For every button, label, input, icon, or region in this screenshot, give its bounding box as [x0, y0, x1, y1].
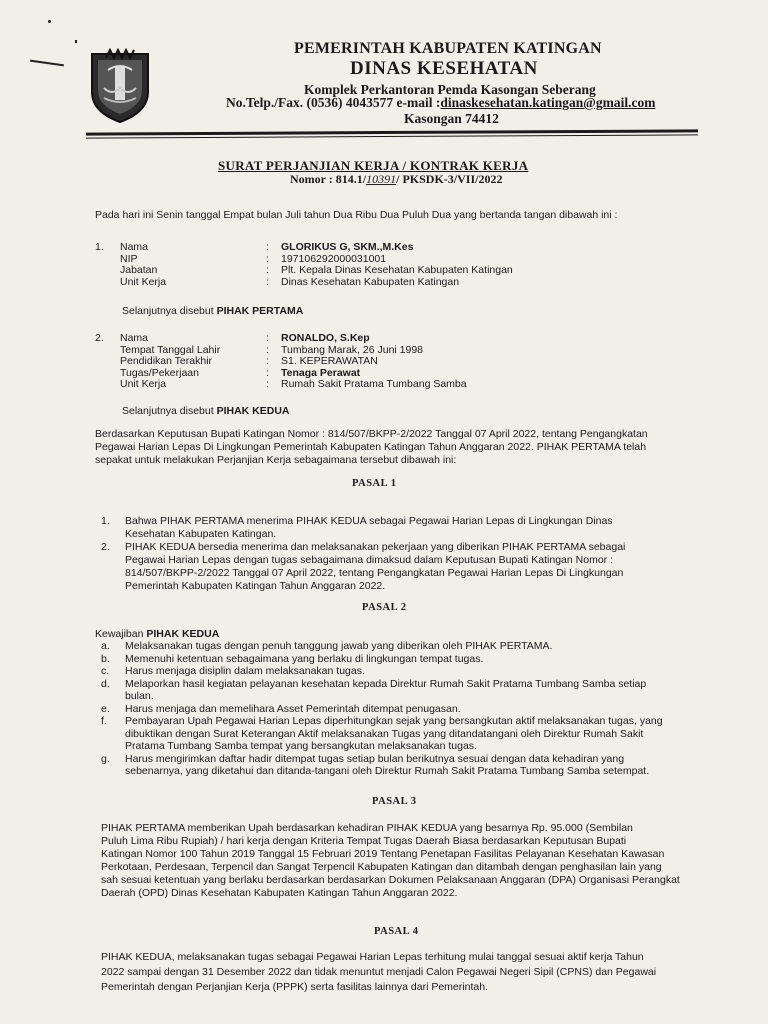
- pasal1-item-number: 1.: [101, 515, 110, 527]
- pasal4-line: 2022 sampai dengan 31 Desember 2022 dan tidak menuntut menjadi Calon Pegawai Negeri Sipil (CPNS) dan Pegawai: [101, 966, 657, 978]
- pasal2-item-number: b.: [101, 652, 110, 665]
- pasal1-item-line: Pegawai Harian Lepas dengan tugas sebagaimana dimaksud dalam Keputusan Bupati Katingan Nomor :: [125, 554, 613, 566]
- document-number: [290, 172, 502, 187]
- intro-line: Berdasarkan Keputusan Bupati Katingan Nomor : 814/507/BKPP-2/2022 Tanggal 07 April 2022, tentang Pengangkatan: [95, 428, 648, 440]
- designation-prefix: Selanjutnya disebut: [122, 305, 217, 317]
- pasal3-line: sah sesuai ketentuan yang berlaku berdasarkan berdasarkan Dokumen Pelaksanaan Anggaran (DPA) Organisasi Perangkat: [101, 874, 680, 886]
- pasal2-heading: PASAL 2: [362, 602, 407, 613]
- field-colon: :: [266, 378, 269, 390]
- pasal4-line: Pemerintah dengan Perjanjian Kerja (PPPK) serta fasilitas lainnya dari Pemerintah.: [101, 981, 488, 993]
- field-colon: :: [266, 343, 269, 356]
- pasal1-item-line: Bahwa PIHAK PERTAMA menerima PIHAK KEDUA sebagai Pegawai Harian Lepas di Lingkungan Dinas: [125, 515, 613, 527]
- ink-dot: [48, 20, 51, 23]
- pasal2-item-line: Harus mengirimkan daftar hadir ditempat tugas setiap bulan berikutnya sesuai dengan data kehadiran yang: [125, 752, 625, 765]
- party1-field-value: Plt. Kepala Dinas Kesehatan Kabupaten Katingan: [281, 264, 513, 276]
- intro-paragraph: [95, 428, 715, 467]
- party2-field-label: Pendidikan Terakhir: [120, 355, 213, 367]
- pasal2-intro: [95, 628, 219, 640]
- number-prefix: Nomor : 814.1/: [290, 172, 367, 186]
- opening-statement: Pada hari ini Senin tanggal Empat bulan Juli tahun Dua Ribu Dua Puluh Dua yang bertanda tangan dibawah ini :: [95, 209, 618, 221]
- party2-field-value: Tumbang Marak, 26 Juni 1998: [281, 343, 424, 356]
- designation-prefix: Selanjutnya disebut: [122, 405, 217, 417]
- party2-number: 2.: [95, 332, 104, 344]
- party1-field-value: Dinas Kesehatan Kabupaten Katingan: [281, 275, 460, 288]
- party1-field-label: Nama: [120, 241, 149, 253]
- party1-field-label: NIP: [120, 252, 138, 265]
- field-colon: :: [266, 355, 269, 367]
- pasal1-item-line: PIHAK KEDUA bersedia menerima dan melaksanakan pekerjaan yang diberikan PIHAK PERTAMA sebagai: [125, 541, 626, 553]
- pasal2-item-number: e.: [101, 702, 110, 715]
- pasal2-intro-prefix: Kewajiban: [95, 628, 147, 640]
- party1-field-label: Jabatan: [120, 264, 158, 276]
- party2-field-label: Unit Kerja: [120, 378, 167, 390]
- pasal3-line: Daerah (OPD) Dinas Kesehatan Kabupaten Katingan Tahun Anggaran 2022.: [101, 887, 458, 899]
- pasal2-item-number: c.: [101, 665, 110, 677]
- letterhead-address: Komplek Perkantoran Pemda Kasongan Seberang: [304, 82, 596, 97]
- field-colon: :: [266, 241, 269, 253]
- pasal2-item-line: bulan.: [125, 690, 154, 702]
- field-colon: :: [266, 366, 269, 379]
- pasal3-paragraph: [101, 822, 721, 900]
- pasal3-line: PIHAK PERTAMA memberikan Upah berdasarkan kehadiran PIHAK KEDUA yang besarnya Rp. 95.000 (Sembilan: [101, 822, 633, 834]
- pasal2-item-number: d.: [101, 677, 110, 690]
- document-title: SURAT PERJANJIAN KERJA / KONTRAK KERJA: [218, 158, 529, 173]
- pasal2-item-line: Harus menjaga disiplin dalam melaksanakan tugas.: [125, 665, 365, 677]
- ink-dot: [75, 40, 77, 43]
- intro-line: Pegawai Harian Lepas Di Lingkungan Pemerintah Kabupaten Katingan Tahun Anggaran 2022. PIHAK PERTAMA telah: [95, 441, 647, 453]
- pasal1-item-line: 814/507/BKPP-2/2022 Tanggal 07 April 2022, tentang Pengangkatan Pegawai Harian Lepas Di Lingkungan: [125, 567, 624, 579]
- pasal2-item-line: Pembayaran Upah Pegawai Harian Lepas diperhitungkan sejak yang bersangkutan aktif melaksanakan tugas, yang: [125, 715, 663, 727]
- pasal2-item-line: Melaksanakan tugas dengan penuh tanggung jawab yang diberikan oleh PIHAK PERTAMA.: [125, 640, 553, 652]
- designation-pihak-pertama: PIHAK PERTAMA: [216, 305, 304, 317]
- pasal2-item-line: Harus menjaga dan memelihara Asset Pemerintah ditempat penugasan.: [125, 702, 461, 715]
- letterhead-government: PEMERINTAH KABUPATEN KATINGAN: [294, 40, 602, 57]
- pasal2-intro-party: PIHAK KEDUA: [146, 628, 220, 640]
- field-colon: :: [266, 275, 269, 288]
- field-colon: :: [266, 252, 269, 265]
- pasal2-item-line: sebenarnya, yang diketahui dan ditanda-tangani oleh Direktur Rumah Sakit Pratama Tumbang Samba setempat.: [125, 765, 650, 777]
- contact-phone: No.Telp./Fax. (0536) 4043577 e-mail :: [226, 95, 441, 110]
- pasal2-item-line: Pratama Tumbang Samba tempat yang bersangkutan melaksanakan tugas.: [125, 740, 477, 752]
- party2-designation: [122, 405, 290, 417]
- pasal2-item-number: g.: [101, 752, 110, 765]
- designation-pihak-kedua: PIHAK KEDUA: [216, 405, 290, 417]
- pasal1-item-line: Pemerintah Kabupaten Katingan Tahun Anggaran 2022.: [125, 580, 386, 592]
- pasal1-item-number: 2.: [101, 541, 110, 553]
- field-colon: :: [266, 332, 269, 344]
- pasal3-line: Perkotaan, Perdesaan, Terpencil dan Sangat Terpencil Kabupaten Katingan dan ditambah dengan penghasilan lain yang: [101, 861, 662, 873]
- letterhead-city: Kasongan 74412: [404, 111, 499, 126]
- contact-email-link[interactable]: dinaskesehatan.katingan@gmail.com: [440, 95, 656, 110]
- pasal2-item-line: Memenuhi ketentuan sebagaimana yang berlaku di lingkungan tempat tugas.: [125, 652, 484, 665]
- party1-field-value: GLORIKUS G, SKM.,M.Kes: [281, 241, 414, 253]
- party2-field-label: Nama: [120, 332, 149, 344]
- pasal2-item-number: f.: [101, 715, 107, 727]
- party2-field-value: Rumah Sakit Pratama Tumbang Samba: [281, 378, 467, 390]
- party2-field-label: Tempat Tanggal Lahir: [120, 343, 221, 356]
- regency-emblem-icon: [88, 48, 152, 124]
- party2-field-value: Tenaga Perawat: [281, 366, 361, 379]
- party1-number: 1.: [95, 241, 104, 253]
- field-colon: :: [266, 264, 269, 276]
- party2-field-label: Tugas/Pekerjaan: [120, 366, 199, 379]
- pasal1-item-line: Kesehatan Kabupaten Katingan.: [125, 528, 277, 540]
- pasal3-heading: PASAL 3: [372, 796, 417, 807]
- pasal3-line: Katingan Nomor 100 Tahun 2019 Tanggal 15 Februari 2019 Tentang Penetapan Fasilitas Pelayanan Kesehatan Kawasan: [101, 848, 665, 860]
- pasal2-item-line: Melaporkan hasil kegiatan pelayanan kesehatan kepada Direktur Rumah Sakit Pratama Tumbang Samba setiap: [125, 677, 647, 690]
- ink-mark: [30, 60, 64, 67]
- intro-line: sepakat untuk melakukan Perjanjian Kerja sebagaimana tersebut dibawah ini:: [95, 454, 457, 466]
- pasal2-item-line: dibuktikan dengan Surat Keterangan Aktif melaksanakan Tugas yang ditandatangani oleh Direktur Rumah Sakit: [125, 727, 644, 740]
- pasal2-item-number: a.: [101, 640, 110, 652]
- pasal4-paragraph: [101, 950, 721, 995]
- pasal1-heading: PASAL 1: [352, 478, 397, 489]
- letterhead-agency: DINAS KESEHATAN: [350, 58, 538, 79]
- letterhead-contact: [226, 95, 655, 111]
- number-suffix: / PKSDK-3/VII/2022: [396, 172, 503, 186]
- party1-field-value: 197106292000031001: [281, 252, 387, 265]
- number-handwritten: 10391: [366, 172, 397, 186]
- pasal4-line: PIHAK KEDUA, melaksanakan tugas sebagai Pegawai Harian Lepas terhitung mulai tanggal sesuai aktif kerja Tahun: [101, 951, 644, 963]
- party1-field-label: Unit Kerja: [120, 275, 167, 288]
- party2-field-value: S1. KEPERAWATAN: [281, 355, 378, 367]
- pasal4-heading: PASAL 4: [374, 926, 419, 937]
- party2-field-value: RONALDO, S.Kep: [281, 332, 370, 344]
- pasal3-line: Puluh Lima Ribu Rupiah) / hari kerja dengan Kriteria Tempat Tugas Daerah Biasa berdasarkan Keputusan Bupati: [101, 835, 627, 847]
- party1-designation: [122, 305, 303, 317]
